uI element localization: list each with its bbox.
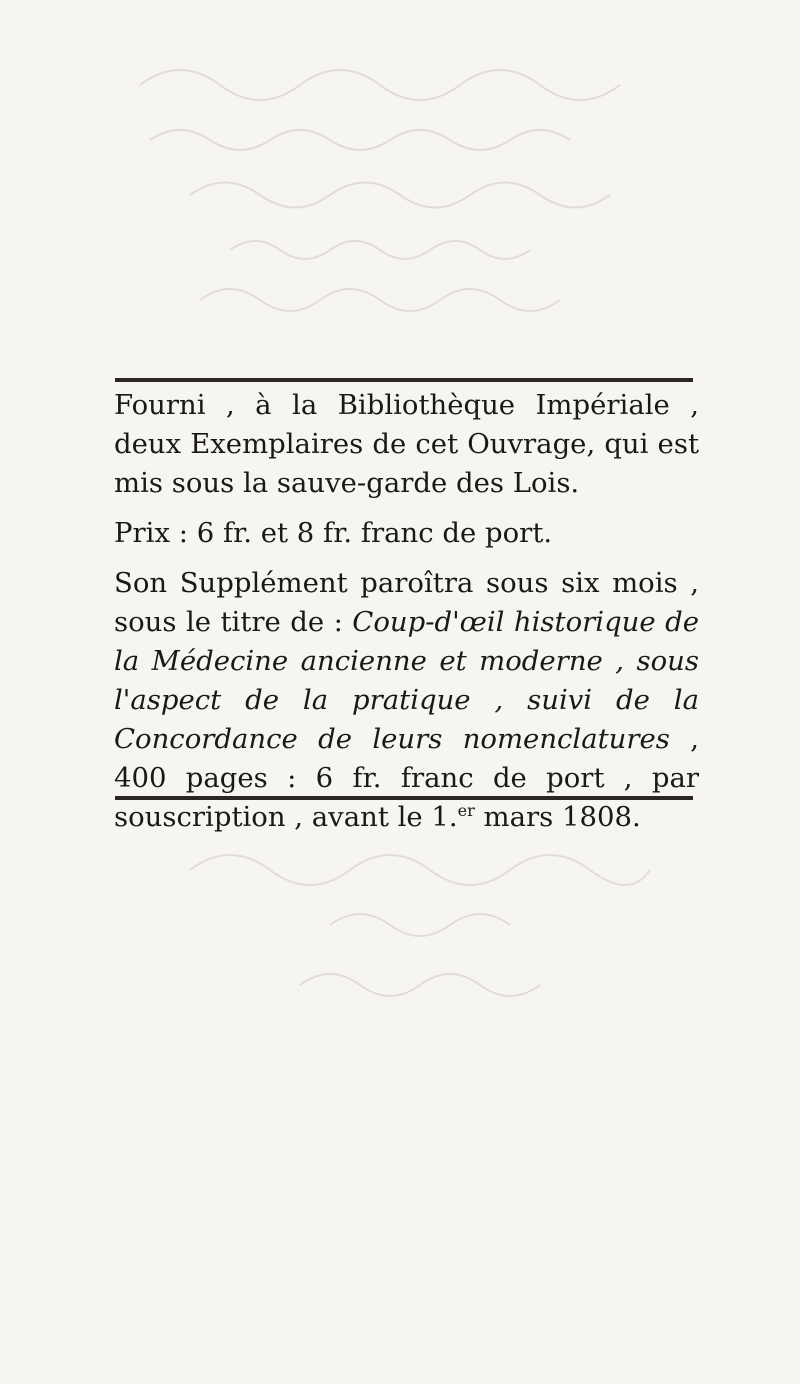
supplement-date: mars 1808. <box>474 801 641 833</box>
notice-text <box>114 386 699 837</box>
bottom-rule <box>115 796 693 800</box>
supplement-title: Coup-d'œil historique de la Médecine ancienne et moderne , sous l'aspect de la pratique , suivi de la Concordance de leurs nomenclatures <box>114 606 699 755</box>
ordinal-superscript: er <box>457 800 475 820</box>
supplement-details: , 400 pages : 6 fr. franc de port , par souscription , avant le 1. <box>114 723 699 833</box>
supplement-intro: Son Supplément paroîtra sous six mois , sous le titre de : <box>114 567 699 638</box>
top-rule <box>115 378 693 382</box>
price-paragraph: Prix : 6 fr. et 8 fr. franc de port. <box>114 517 553 549</box>
notice-paragraph-1: Fourni , à la Bibliothèque Impériale , deux Exemplaires de cet Ouvrage, qui est mis sous la sauve-garde des Lois. <box>114 389 699 499</box>
